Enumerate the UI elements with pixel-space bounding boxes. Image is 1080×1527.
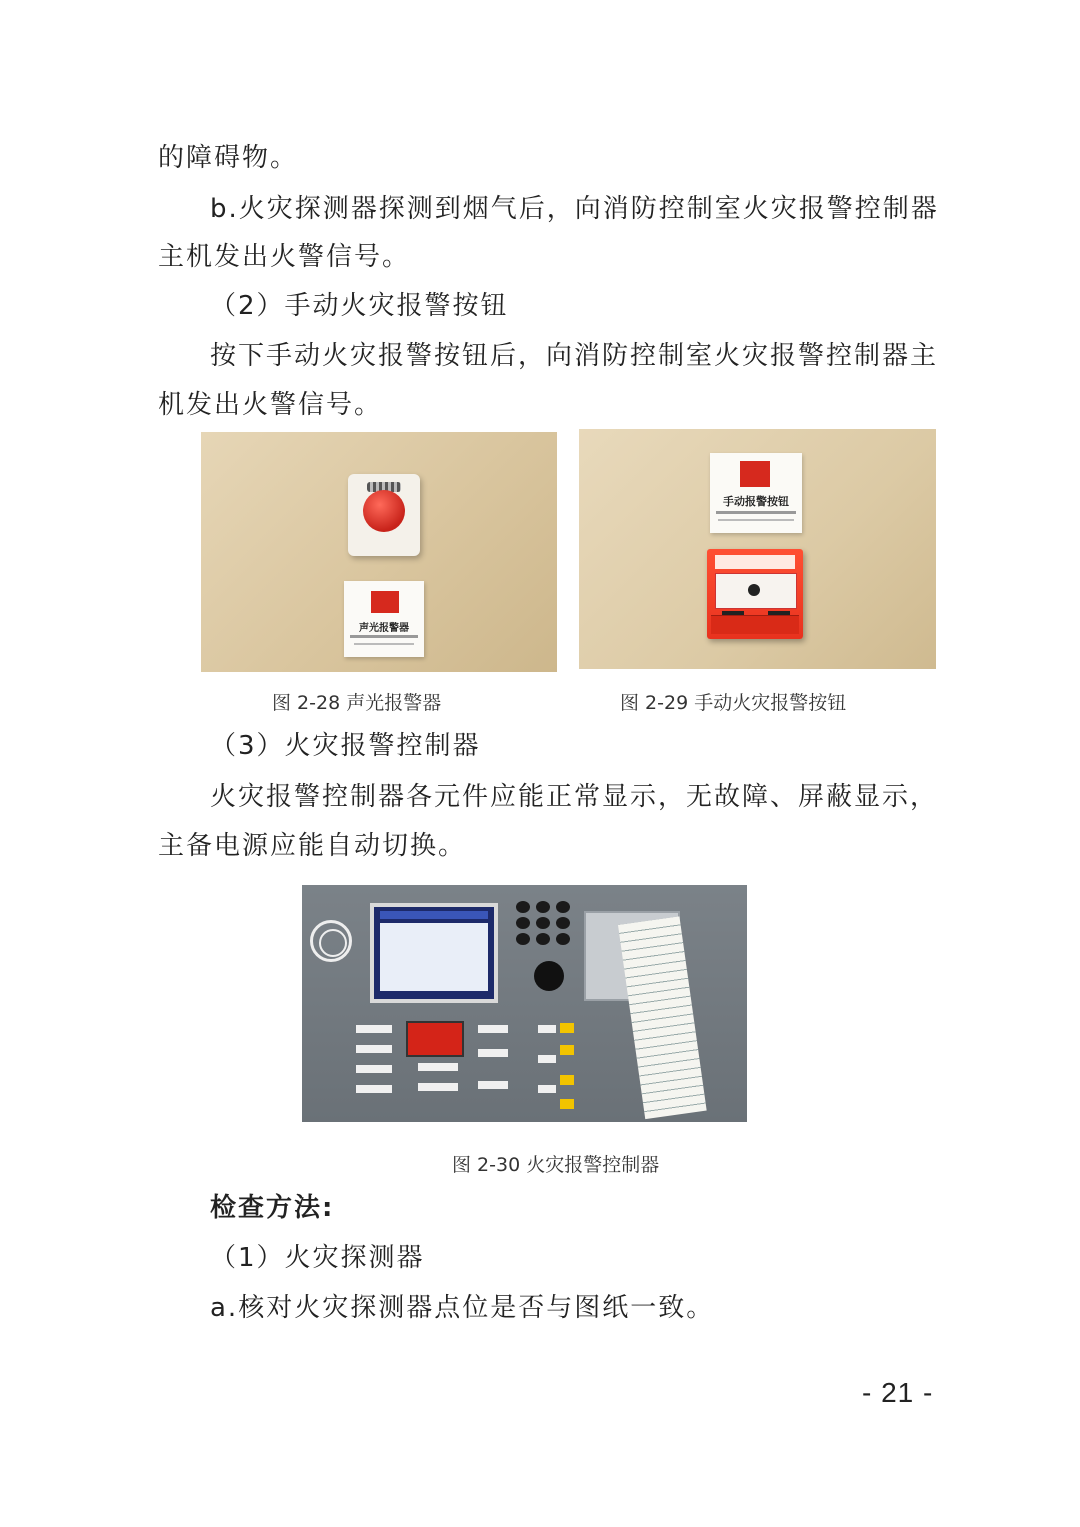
ccc-ring (319, 929, 347, 957)
text-line: 机发出火警信号。 (158, 390, 383, 420)
figure-caption: 图 2-28 声光报警器 (272, 692, 442, 714)
key (536, 917, 550, 929)
indicator-label (560, 1045, 574, 1055)
controller-red-module (406, 1021, 464, 1057)
indicator-label (560, 1099, 574, 1109)
button-row (418, 1083, 458, 1091)
controller-screen (370, 903, 498, 1003)
hand-press-icon (740, 461, 770, 487)
button-row (356, 1085, 392, 1093)
sign-label: 手动报警按钮 (723, 495, 789, 508)
button-row (538, 1085, 556, 1093)
ccc-mark-icon (310, 920, 352, 962)
figure-sounder-photo (201, 432, 557, 672)
control-knob (534, 961, 564, 991)
button-row (356, 1045, 392, 1053)
controller-keypad (516, 901, 574, 957)
key (536, 933, 550, 945)
section-heading-detector: （1）火灾探测器 (210, 1243, 425, 1273)
sign-text-bar (718, 519, 794, 521)
sign-text-bar (354, 643, 414, 645)
button-row (538, 1055, 556, 1063)
alarm-icon (371, 591, 399, 613)
indicator-label (560, 1075, 574, 1085)
key (516, 917, 530, 929)
sign-text-bar (716, 511, 796, 514)
button-row (478, 1025, 508, 1033)
printer-paper (618, 916, 707, 1119)
button-row (478, 1081, 508, 1089)
figure-manual-button-photo (579, 429, 936, 669)
figure-controller-photo (302, 885, 747, 1122)
button-row (356, 1065, 392, 1073)
press-point-icon (748, 584, 760, 596)
key (556, 933, 570, 945)
section-heading-check-method: 检查方法: (210, 1193, 335, 1223)
text-line: 火灾报警控制器各元件应能正常显示，无故障、屏蔽显示， (210, 782, 939, 812)
button-row (356, 1025, 392, 1033)
key (516, 901, 530, 913)
text-line: b.火灾探测器探测到烟气后，向消防控制室火灾报警控制器 (210, 194, 939, 224)
button-row (418, 1063, 458, 1071)
sounder-red-dome (363, 490, 405, 532)
manual-call-point (707, 549, 803, 639)
text-line: 的障碍物。 (158, 143, 299, 173)
page-number: - 21 - (862, 1377, 934, 1408)
text-line: 主机发出火警信号。 (158, 242, 411, 272)
indicator-label (560, 1023, 574, 1033)
mcp-base (711, 615, 799, 634)
mcp-label-strip (715, 555, 795, 569)
screen-titlebar (380, 911, 488, 919)
button-row (538, 1025, 556, 1033)
text-line: 按下手动火灾报警按钮后，向消防控制室火灾报警控制器主 (210, 341, 939, 371)
sounder-sign (344, 581, 424, 657)
text-line: a.核对火灾探测器点位是否与图纸一致。 (210, 1293, 715, 1323)
key (536, 901, 550, 913)
manual-button-sign (710, 453, 802, 533)
text-line: 主备电源应能自动切换。 (158, 831, 467, 861)
section-heading-controller: （3）火灾报警控制器 (210, 731, 481, 761)
key (556, 917, 570, 929)
figure-caption: 图 2-29 手动火灾报警按钮 (620, 692, 847, 714)
screen-content (380, 923, 488, 991)
figure-caption: 图 2-30 火灾报警控制器 (452, 1154, 660, 1176)
button-row (478, 1049, 508, 1057)
sign-text-bar (350, 635, 418, 638)
key (556, 901, 570, 913)
section-heading-manual-button: （2）手动火灾报警按钮 (210, 291, 509, 321)
key (516, 933, 530, 945)
sign-label: 声光报警器 (359, 623, 409, 634)
